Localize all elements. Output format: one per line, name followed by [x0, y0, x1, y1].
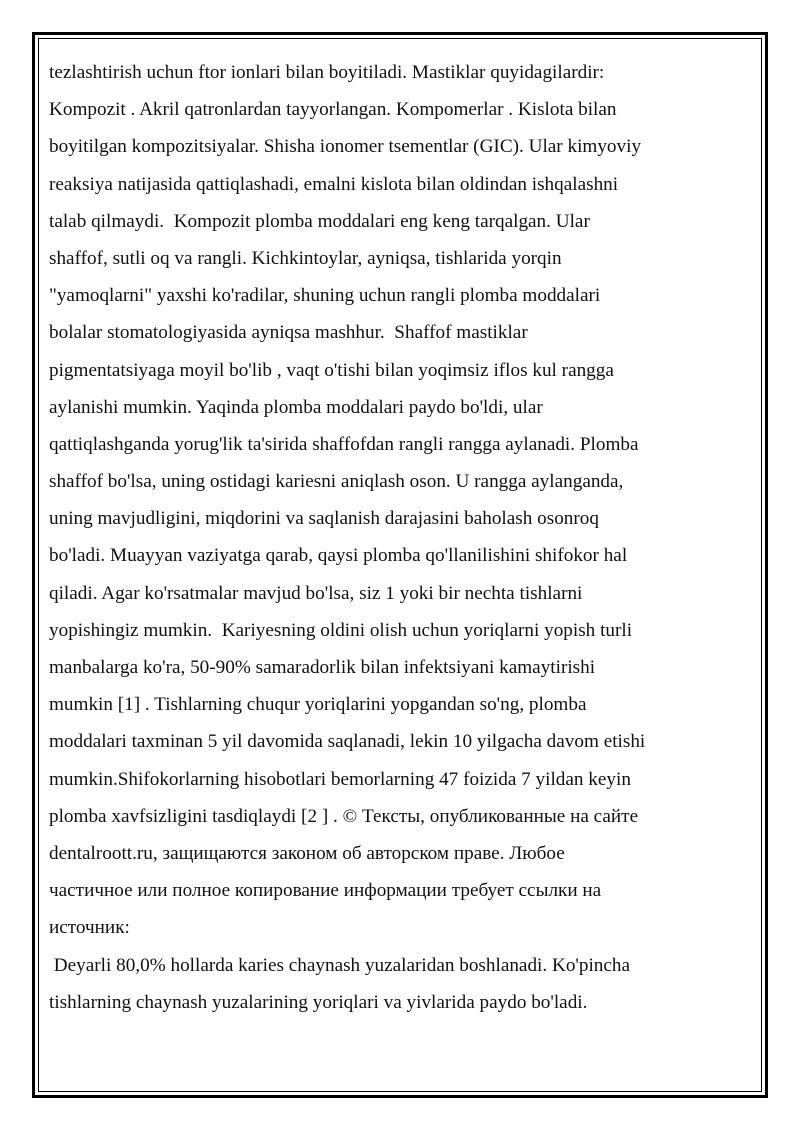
document-body [49, 54, 749, 1021]
text-line: Kompozit . Akril qatronlardan tayyorlangan. Kompomerlar . Kislota bilan [49, 99, 617, 121]
text-line: boyitilgan kompozitsiyalar. Shisha ionomer tsementlar (GIC). Ular kimyoviy [49, 136, 642, 158]
text-line: reaksiya natijasida qattiqlashadi, emalni kislota bilan oldindan ishqalashni [49, 173, 619, 195]
text-line: uning mavjudligini, miqdorini va saqlanish darajasini baholash osonroq [49, 508, 599, 530]
text-line: manbalarga ko'ra, 50-90% samaradorlik bilan infektsiyani kamaytirishi [49, 657, 596, 678]
text-line: shaffof, sutli oq va rangli. Kichkintoylar, ayniqsa, tishlarida yorqin [49, 247, 562, 269]
text-line: yopishingiz mumkin. Kariyesning oldini olish uchun yoriqlarni yopish turli [49, 619, 633, 641]
text-line: tezlashtirish uchun ftor ionlari bilan boyitiladi. Mastiklar quyidagilardir: [49, 62, 605, 83]
text-line: mumkin.Shifokorlarning hisobotlari bemorlarning 47 foizida 7 yildan keyin [49, 768, 631, 790]
text-line: qattiqlashganda yorug'lik ta'sirida shaffofdan rangli rangga aylanadi. Plomba [49, 433, 639, 455]
text-line: частичное или полное копирование информации требует ссылки на [49, 880, 602, 902]
text-line: bo'ladi. Muayyan vaziyatga qarab, qaysi plomba qo'llanilishini shifokor hal [49, 545, 628, 567]
text-line: tishlarning chaynash yuzalarining yoriqlari va yivlarida paydo bo'ladi. [49, 991, 588, 1013]
text-line: Deyarli 80,0% hollarda karies chaynash yuzalaridan boshlanadi. Ko'pincha [49, 954, 631, 976]
text-line: bolalar stomatologiyasida ayniqsa mashhur. Shaffof mastiklar [49, 322, 528, 344]
text-line: mumkin [1] . Tishlarning chuqur yoriqlarini yopgandan so'ng, plomba [49, 694, 587, 716]
text-line: pigmentatsiyaga moyil bo'lib , vaqt o'tishi bilan yoqimsiz iflos kul rangga [49, 359, 614, 381]
text-line: aylanishi mumkin. Yaqinda plomba moddalari paydo bo'ldi, ular [49, 396, 543, 418]
text-line: moddalari taxminan 5 yil davomida saqlanadi, lekin 10 yilgacha davom etishi [49, 731, 646, 753]
text-line: plomba xavfsizligini tasdiqlaydi [2 ] . © Тексты, опубликованные на сайте [49, 805, 639, 827]
text-line: qiladi. Agar ko'rsatmalar mavjud bo'lsa, siz 1 yoki bir nechta tishlarni [49, 582, 583, 604]
text-line: "yamoqlarni" yaxshi ko'radilar, shuning uchun rangli plomba moddalari [49, 285, 601, 307]
text-line: источник: [49, 917, 130, 939]
text-line: shaffof bo'lsa, uning ostidagi kariesni aniqlash oson. U rangga aylanganda, [49, 471, 624, 493]
text-line: dentalroott.ru, защищаются законом об авторском праве. Любое [49, 842, 565, 864]
text-line: talab qilmaydi. Kompozit plomba moddalari eng keng tarqalgan. Ular [49, 210, 590, 232]
